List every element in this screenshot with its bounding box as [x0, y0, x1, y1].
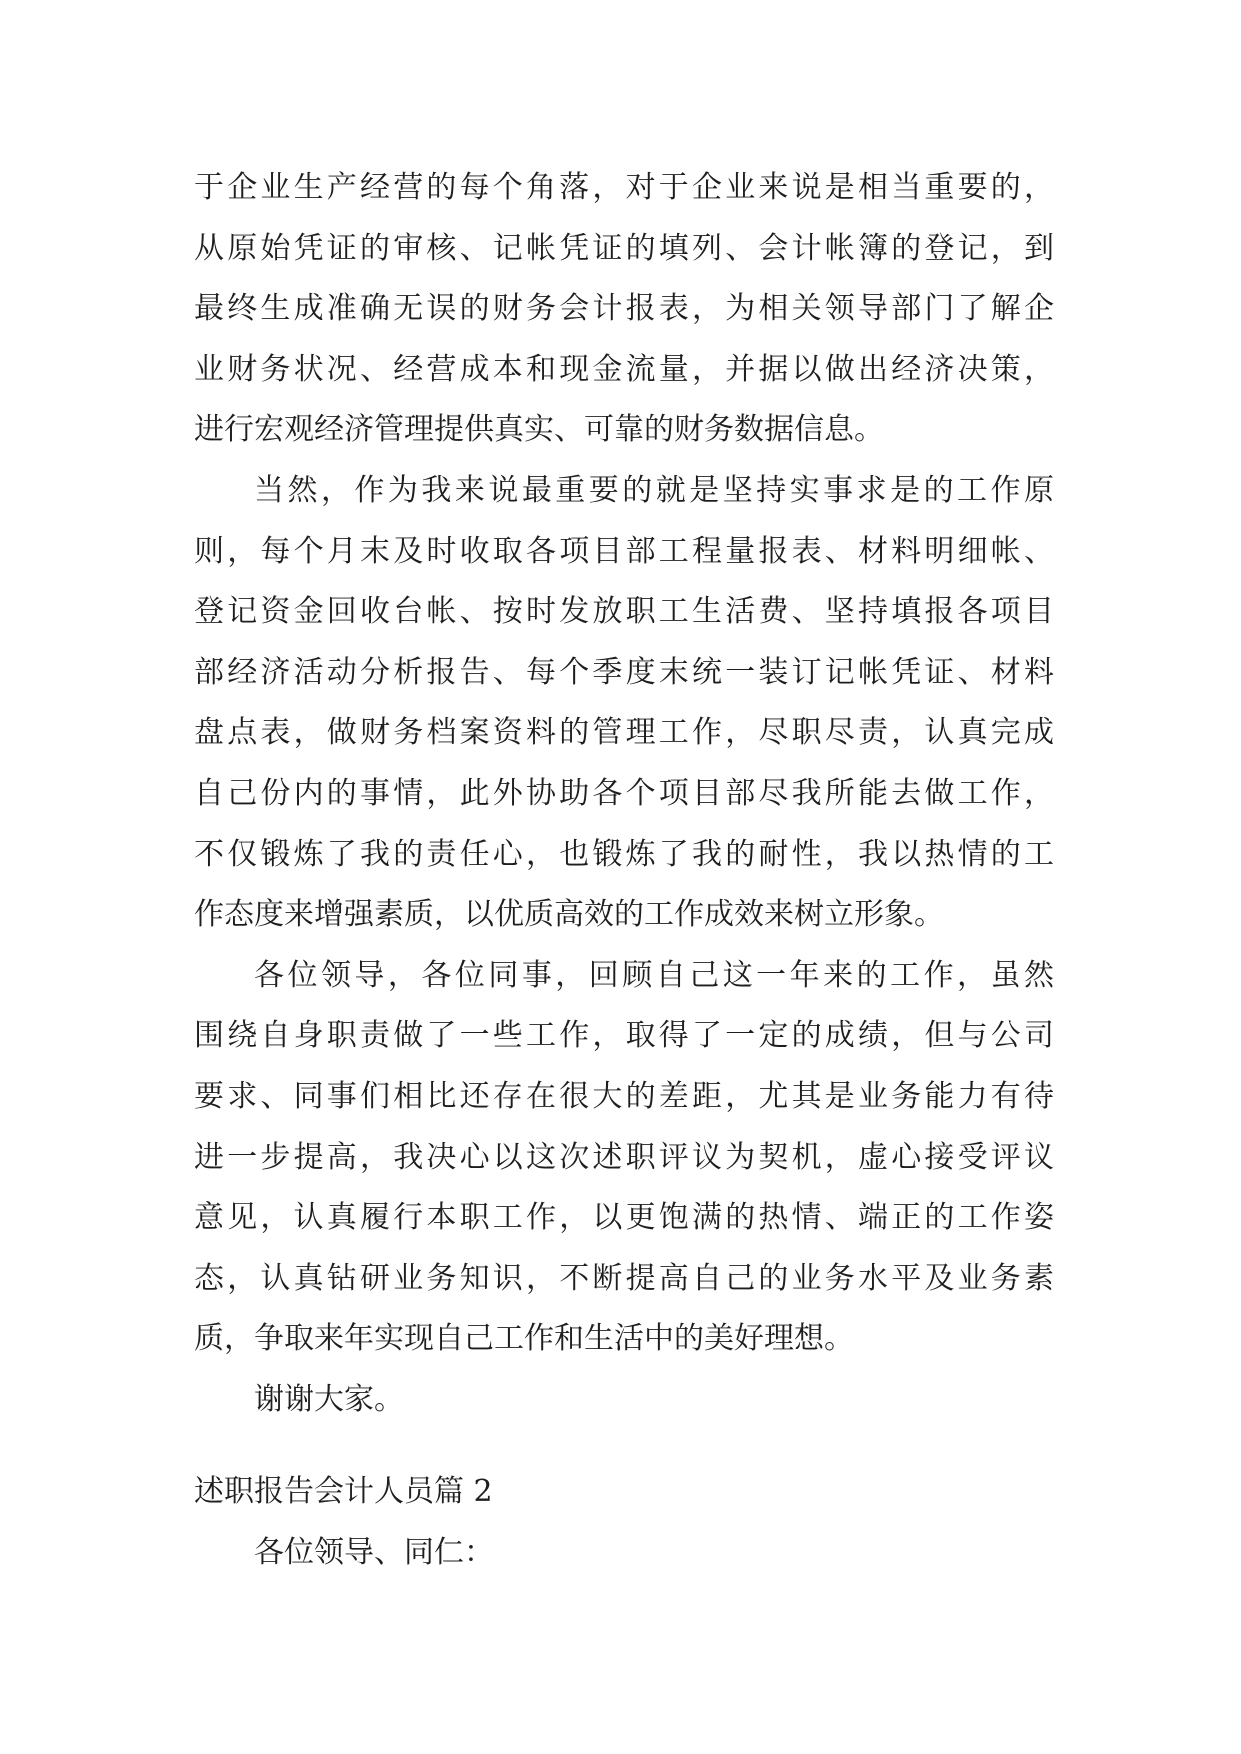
paragraph-line: 作态度来增强素质，以优质高效的工作成效来树立形象。 — [194, 897, 944, 933]
document-body — [194, 158, 1054, 1584]
paragraph-line: 进行宏观经济管理提供真实、可靠的财务数据信息。 — [194, 412, 884, 448]
paragraph-line: 于企业生产经营的每个角落，对于企业来说是相当重要的， — [194, 170, 1054, 205]
paragraph-line: 不仅锻炼了我的责任心，也锻炼了我的耐性，我以热情的工 — [194, 836, 1054, 872]
paragraph-line: 则，每个月末及时收取各项目部工程量报表、材料明细帐、 — [194, 533, 1054, 569]
paragraph-line: 自己份内的事情，此外协助各个项目部尽我所能去做工作， — [194, 775, 1054, 811]
section-gap — [194, 1430, 1054, 1462]
thanks-line: 谢谢大家。 — [254, 1381, 404, 1417]
paragraph-line: 部经济活动分析报告、每个季度末统一装订记帐凭证、材料 — [194, 654, 1054, 690]
paragraph-line: 质，争取来年实现自己工作和生活中的美好理想。 — [194, 1321, 854, 1357]
paragraph-line: 要求、同事们相比还存在很大的差距，尤其是业务能力有待 — [194, 1078, 1054, 1114]
paragraph-line: 最终生成准确无误的财务会计报表，为相关领导部门了解企 — [194, 291, 1054, 327]
paragraph-line: 登记资金回收台帐、按时发放职工生活费、坚持填报各项目 — [194, 594, 1054, 630]
paragraph-line: 意见，认真履行本职工作，以更饱满的热情、端正的工作姿 — [194, 1200, 1054, 1236]
paragraph-line: 当然，作为我来说最重要的就是坚持实事求是的工作原 — [254, 472, 1054, 508]
paragraph-line: 业财务状况、经营成本和现金流量，并据以做出经济决策， — [194, 351, 1054, 387]
paragraph-line: 进一步提高，我决心以这次述职评议为契机，虚心接受评议 — [194, 1139, 1054, 1175]
paragraph-line: 各位领导，各位同事，回顾自己这一年来的工作，虽然 — [254, 957, 1054, 993]
paragraph-line: 围绕自身职责做了一些工作，取得了一定的成绩，但与公司 — [194, 1018, 1054, 1054]
paragraph-line: 从原始凭证的审核、记帐凭证的填列、会计帐簿的登记，到 — [194, 230, 1054, 266]
paragraph-3 — [194, 946, 1054, 1370]
paragraph-1 — [194, 158, 1054, 461]
paragraph-2 — [194, 461, 1054, 946]
paragraph-line: 态，认真钻研业务知识，不断提高自己的业务水平及业务素 — [194, 1260, 1054, 1296]
section-heading: 述职报告会计人员篇 2 — [194, 1474, 493, 1510]
greeting-line: 各位领导、同仁： — [254, 1535, 494, 1571]
paragraph-line: 盘点表，做财务档案资料的管理工作，尽职尽责，认真完成 — [194, 715, 1054, 751]
